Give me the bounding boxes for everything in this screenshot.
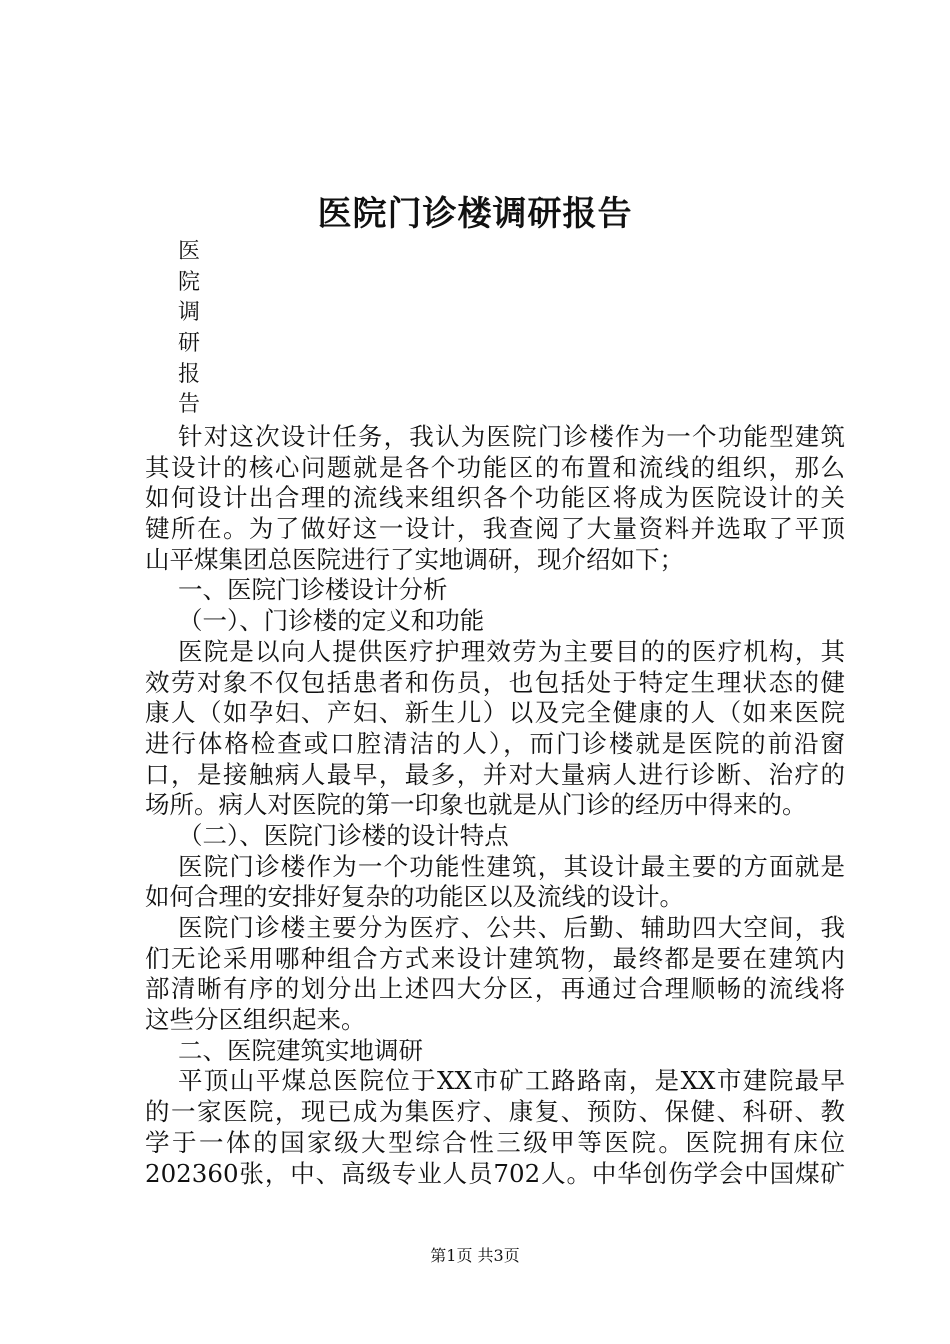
vertical-title-char: 调 <box>178 300 201 326</box>
paragraph <box>145 821 845 852</box>
text-line: 的一家医院，现已成为集医疗、康复、预防、保健、科研、教 <box>145 1097 845 1127</box>
text-line: 二、医院建筑实地调研 <box>178 1035 423 1065</box>
text-line: （二）、医院门诊楼的设计特点 <box>178 820 509 850</box>
document-title: 医院门诊楼调研报告 <box>317 194 633 234</box>
paragraph <box>145 637 845 821</box>
vertical-title-char: 院 <box>178 269 201 295</box>
text-line: 部清晰有序的划分出上述四大分区，再通过合理顺畅的流线将 <box>145 974 845 1004</box>
paragraph <box>145 606 845 637</box>
paragraph <box>145 852 845 913</box>
text-line: （一）、门诊楼的定义和功能 <box>178 606 485 636</box>
text-line: 202360张，中、高级专业人员702人。中华创伤学会中国煤矿 <box>145 1158 845 1188</box>
text-line: 其设计的核心问题就是各个功能区的布置和流线的组织，那么 <box>145 452 845 482</box>
text-line: 一、医院门诊楼设计分析 <box>178 575 448 605</box>
text-line: 如何设计出合理的流线来组织各个功能区将成为医院设计的关 <box>145 483 845 513</box>
paragraph <box>145 422 845 575</box>
text-line: 平顶山平煤总医院位于XX市矿工路路南，是XX市建院最早 <box>178 1066 845 1096</box>
text-line: 医院门诊楼作为一个功能性建筑，其设计最主要的方面就是 <box>178 851 845 881</box>
paragraph <box>145 1036 845 1067</box>
text-line: 如何合理的安排好复杂的功能区以及流线的设计。 <box>145 882 684 912</box>
document-body <box>145 422 845 1189</box>
text-line: 针对这次设计任务，我认为医院门诊楼作为一个功能型建筑 <box>178 422 845 451</box>
text-line: 们无论采用哪种组合方式来设计建筑物，最终都是要在建筑内 <box>145 943 845 973</box>
text-line: 学于一体的国家级大型综合性三级甲等医院。医院拥有床位 <box>145 1127 845 1157</box>
vertical-title-char: 报 <box>178 361 201 387</box>
vertical-title-char: 研 <box>178 331 201 357</box>
text-line: 效劳对象不仅包括患者和伤员，也包括处于特定生理状态的健 <box>145 667 845 697</box>
vertical-title-char: 告 <box>178 392 201 418</box>
text-line: 键所在。为了做好这一设计，我查阅了大量资料并选取了平顶 <box>145 514 845 544</box>
paragraph <box>145 575 845 606</box>
paragraph <box>145 913 845 1036</box>
text-line: 山平煤集团总医院进行了实地调研，现介绍如下； <box>145 544 684 574</box>
text-line: 康人（如孕妇、产妇、新生儿）以及完全健康的人（如来医院 <box>145 698 845 728</box>
text-line: 进行体格检查或口腔清洁的人），而门诊楼就是医院的前沿窗 <box>145 728 845 758</box>
vertical-title-char: 医 <box>178 239 201 264</box>
text-line: 这些分区组织起来。 <box>145 1005 366 1035</box>
page-footer: 第1页 共3页 <box>430 1246 520 1265</box>
text-line: 医院门诊楼主要分为医疗、公共、后勤、辅助四大空间，我 <box>178 913 845 942</box>
paragraph <box>145 1066 845 1189</box>
vertical-subtitle <box>178 237 208 421</box>
text-line: 口，是接触病人最早，最多，并对大量病人进行诊断、治疗的 <box>145 759 845 789</box>
text-line: 场所。病人对医院的第一印象也就是从门诊的经历中得来的。 <box>145 790 807 820</box>
text-line: 医院是以向人提供医疗护理效劳为主要目的的医疗机构，其 <box>178 636 845 666</box>
